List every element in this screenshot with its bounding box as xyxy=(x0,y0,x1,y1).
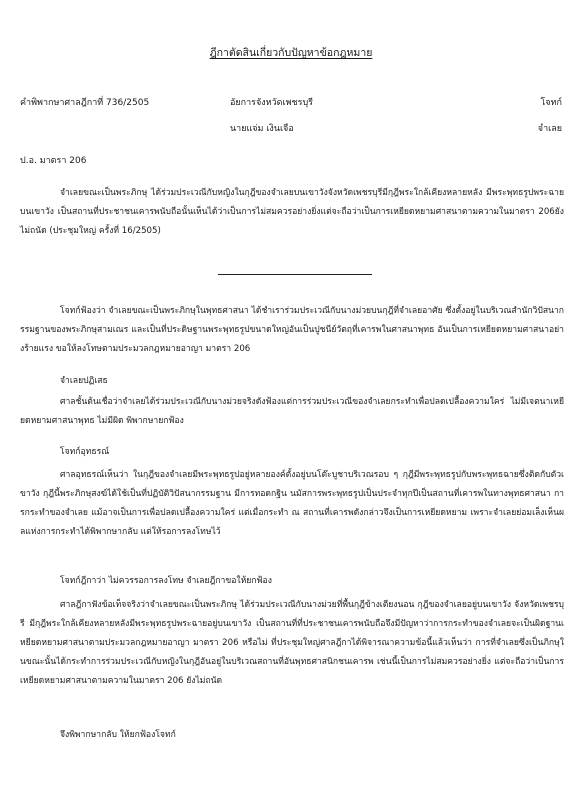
case-header-spacer xyxy=(20,116,230,142)
plaintiff-name: อัยการจังหวัดเพชรบุรี xyxy=(230,98,314,108)
case-header-row-plaintiff xyxy=(20,90,562,116)
first-court-paragraph: ศาลชั้นต้นเชื่อว่าจำเลยได้ร่วมประเวณีกับนางม่วยจริงดังฟ้องแต่การร่วมประเวณีของจำเลยกระทำเพื่อปลดเปลื้องความใคร่ ไม่มีเจตนาเหยียดหยามศาสนาพุทธ ไม่มีผิด พิพากษายกฟ้อง xyxy=(20,397,564,426)
verdict-text: จึงพิพากษากลับ ให้ยกฟ้องโจทก์ xyxy=(60,730,176,740)
case-summary: จำเลยขณะเป็นพระภิกษุ ได้ร่วมประเวณีกับหญิงในกุฎีของจำเลยบนเขาวังจังหวัดเพชรบุรีมีกุฎีพระใกล้เคียงหลายหลัง มีพระพุทธรูปพระฉายบนเขาวัง เป็นสถานที่ประชาชนเคารพนับถือนั้นเห็นได้ว่าเป็นการไม่สมควรอย่างยิ่งแต่จะถือว่าเป็นการเหยียดหยามศาสนาตามความในมาตรา 206ยังไม่ถนัด (ประชุมใหญ่ ครั้งที่ 16/2505) xyxy=(20,188,564,236)
section-divider xyxy=(218,274,372,275)
appeal-heading: โจทก์อุทธรณ์ xyxy=(60,447,110,457)
case-header xyxy=(20,90,562,142)
plaintiff-role: โจทก์ xyxy=(540,98,562,108)
supreme-court-paragraph: ศาลฎีกาฟังข้อเท็จจริงว่าจำเลยขณะเป็นพระภิกษุ ได้ร่วมประเวณีกับนางม่วยที่พื้นกุฎีข้างเตียงนอน กุฎีของจำเลยอยู่บนเขาวัง จังหวัดเพชรบุรี มีกุฎีพระใกล้เคียงหลายหลังมีพระพุทธรูปพระฉายอยู่บนเขาวัง เป็นสถานที่ที่ประชาชนเคารพนับถือจึงมีปัญหาว่าการกระทำของจำเลยจะเป็นผิดฐานเหยียดหยามศาสนาตามประมวลกฎหมายอาญา มาตรา 206 หรือไม่ ที่ประชุมใหญ่ศาลฎีกาได้พิจารณาความข้อนี้แล้วเห็นว่า การที่จำเลยซึ่งเป็นภิกษุในขณะนั้นได้กระทำการร่วมประเวณีกับหญิงในกุฎีอันอยู่ในบริเวณสถานที่อันพุทธศาสนิกชนเคารพ เช่นนี้เป็นการไม่สมควรอย่างยิ่ง แต่จะถือว่าเป็นการเหยียดหยามศาสนาตามความในมาตรา 206 ยังไม่ถนัด xyxy=(20,600,564,686)
defense-heading: จำเลยปฏิเสธ xyxy=(60,376,108,386)
petition-heading: โจทก์ฎีกาว่า ไม่ควรรอการลงโทษ จำเลยฎีกาขอให้ยกฟ้อง xyxy=(60,576,272,586)
case-header-row-defendant xyxy=(20,116,562,142)
defendant-role: จำเลย xyxy=(537,124,562,134)
document-title: ฎีกาตัดสินเกี่ยวกับปัญหาข้อกฎหมาย xyxy=(209,47,373,59)
case-number: คำพิพากษาศาลฎีกาที่ 736/2505 xyxy=(20,98,150,108)
defendant-name: นายแจ่ม เงินเจือ xyxy=(230,124,294,134)
law-reference: ป.อ. มาตรา 206 xyxy=(20,156,87,166)
complaint-paragraph: โจทก์ฟ้องว่า จำเลยขณะเป็นพระภิกษุในพุทธศาสนา ได้ชำเราร่วมประเวณีกับนางม่วยบนกุฎีที่จำเลยอาศัย ซึ่งตั้งอยู่ในบริเวณสำนักวิปัสนากรรมฐานของพระภิกษุสามเณร และเป็นที่ประดิษฐานพระพุทธรูปขนาดใหญ่อันเป็นปูชนีย์วัตถุที่เคารพในศาสนาพุทธ อันเป็นการเหยียดหยามศาสนาอย่างร้ายแรง ขอให้ลงโทษตามประมวลกฎหมายอาญา มาตรา 206 xyxy=(20,306,564,354)
appeal-court-paragraph: ศาลอุทธรณ์เห็นว่า ในกุฎีของจำเลยมีพระพุทธรูปอยู่หลายองค์ตั้งอยู่บนโต๊ะบูชาบริเวณรอบ ๆ กุฎีมีพระพุทธรูปกับพระพุทธฉายซึ่งติดกับตัวเขาวัง กุฎีนี้พระภิกษุสงฆ์ได้ใช้เป็นที่ปฏิบัติวิปัสนากรรมฐาน มีการทอดกฐิน นมัสการพระพุทธรูปเป็นประจำทุกปีเป็นสถานที่เคารพในทางพุทธศาสนา การกระทำของจำเลย แม้อาจเป็นการเพื่อปลดเปลื้องความใคร่ แต่เมื่อกระทำ ณ สถานที่เคารพดังกล่าวจึงเป็นการเหยียดหยาม เพราะจำเลยย่อมเล็งเห็นผลแห่งการกระทำได้พิพากษากลับ แต่ให้รอการลงโทษไว้ xyxy=(20,470,564,537)
